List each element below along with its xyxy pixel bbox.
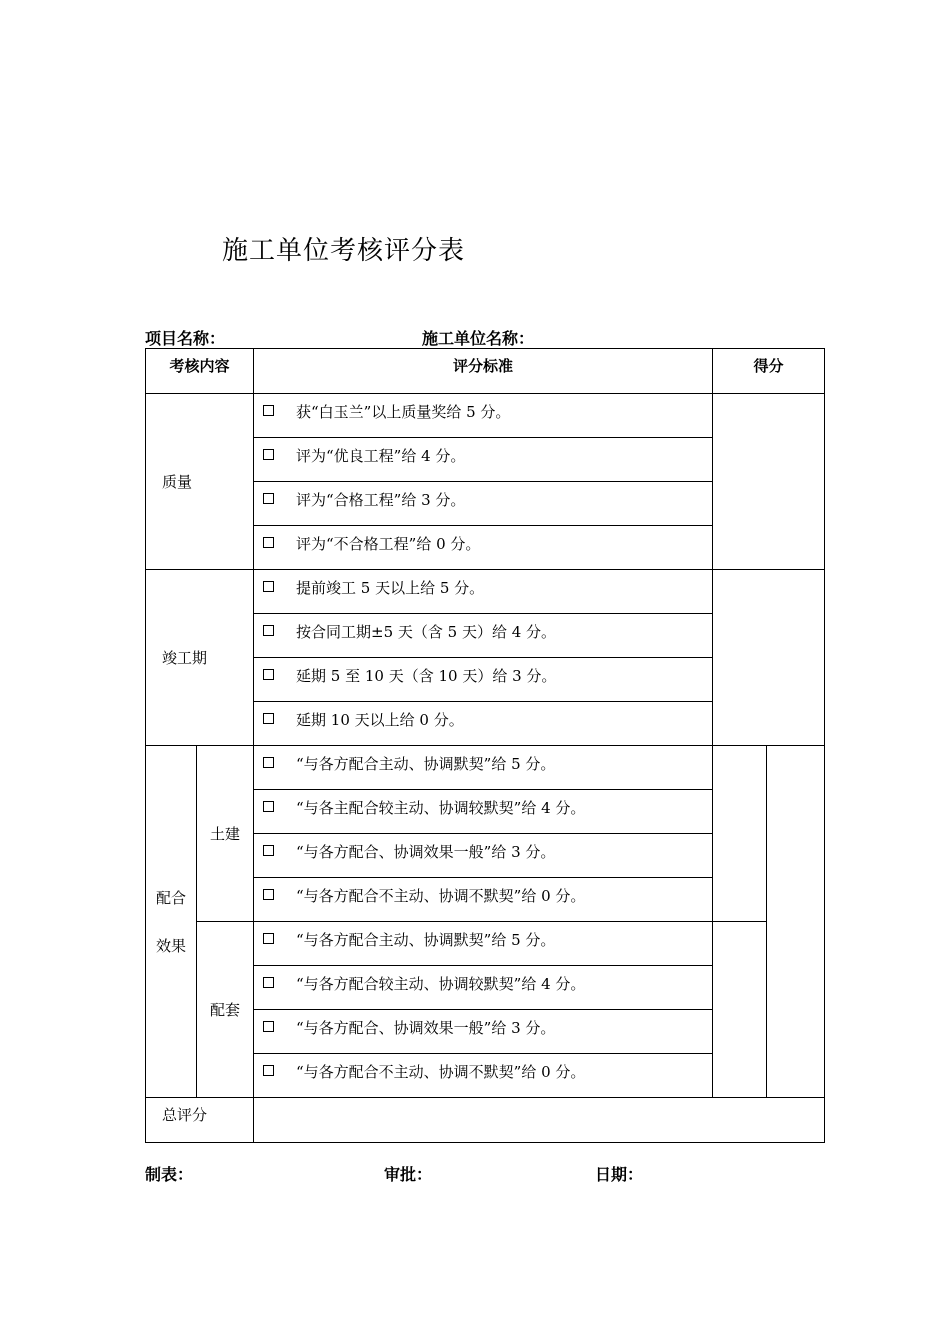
criteria-item: “与各方配合不主动、协调不默契”给 0 分。 (254, 878, 713, 922)
checkbox[interactable] (263, 537, 274, 548)
criteria-item: “与各方配合较主动、协调较默契”给 4 分。 (254, 966, 713, 1010)
category-cooperation-line1: 配合 (155, 888, 186, 907)
checkbox[interactable] (263, 845, 274, 856)
checkbox[interactable] (263, 977, 274, 988)
criteria-item: “与各方配合、协调效果一般”给 3 分。 (254, 1010, 713, 1054)
checkbox[interactable] (263, 625, 274, 636)
checkbox[interactable] (263, 1021, 274, 1032)
checkbox[interactable] (263, 669, 274, 680)
approved-by-label: 审批： (384, 1165, 433, 1184)
checkbox[interactable] (263, 889, 274, 900)
criteria-item: 评为“不合格工程”给 0 分。 (254, 526, 713, 570)
table-row (146, 570, 825, 614)
score-cell-quality[interactable] (713, 394, 825, 570)
checkbox[interactable] (263, 493, 274, 504)
project-name-label: 项目名称： (145, 329, 226, 348)
checkbox[interactable] (263, 1065, 274, 1076)
checkbox[interactable] (263, 933, 274, 944)
total-score-cell[interactable] (254, 1098, 825, 1143)
criteria-item: 延期 5 至 10 天（含 10 天）给 3 分。 (254, 658, 713, 702)
score-cell-civil[interactable] (713, 746, 767, 922)
header-criteria: 评分标准 (254, 349, 713, 394)
subcategory-civil: 土建 (197, 746, 254, 922)
table-row (146, 394, 825, 438)
checkbox[interactable] (263, 405, 274, 416)
table-row (146, 746, 825, 790)
criteria-item: “与各方配合主动、协调默契”给 5 分。 (254, 746, 713, 790)
category-cooperation (146, 746, 197, 1098)
table-row (146, 922, 825, 966)
header-score: 得分 (713, 349, 825, 394)
prepared-by-label: 制表： (145, 1165, 194, 1184)
contractor-name-label: 施工单位名称： (422, 329, 535, 348)
score-table (145, 348, 825, 1143)
criteria-item: 按合同工期±5 天（含 5 天）给 4 分。 (254, 614, 713, 658)
total-label: 总评分 (146, 1098, 254, 1143)
checkbox[interactable] (263, 801, 274, 812)
checkbox[interactable] (263, 581, 274, 592)
date-label: 日期： (595, 1165, 644, 1184)
criteria-item: “与各方配合、协调效果一般”给 3 分。 (254, 834, 713, 878)
criteria-item: “与各主配合较主动、协调较默契”给 4 分。 (254, 790, 713, 834)
criteria-item: “与各方配合主动、协调默契”给 5 分。 (254, 922, 713, 966)
score-cell-completion[interactable] (713, 570, 825, 746)
criteria-item: “与各方配合不主动、协调不默契”给 0 分。 (254, 1054, 713, 1098)
header-content: 考核内容 (146, 349, 254, 394)
subcategory-supporting: 配套 (197, 922, 254, 1098)
score-cell-cooperation[interactable] (767, 746, 825, 1098)
total-row (146, 1098, 825, 1143)
checkbox[interactable] (263, 713, 274, 724)
category-cooperation-line2: 效果 (155, 936, 186, 955)
category-completion: 竣工期 (146, 570, 254, 746)
category-quality: 质量 (146, 394, 254, 570)
page-title: 施工单位考核评分表 (222, 236, 466, 266)
criteria-item: 评为“优良工程”给 4 分。 (254, 438, 713, 482)
criteria-item: 提前竣工 5 天以上给 5 分。 (254, 570, 713, 614)
header-row (146, 349, 825, 394)
score-cell-supporting[interactable] (713, 922, 767, 1098)
criteria-item: 获“白玉兰”以上质量奖给 5 分。 (254, 394, 713, 438)
criteria-item: 评为“合格工程”给 3 分。 (254, 482, 713, 526)
checkbox[interactable] (263, 449, 274, 460)
checkbox[interactable] (263, 757, 274, 768)
criteria-item: 延期 10 天以上给 0 分。 (254, 702, 713, 746)
